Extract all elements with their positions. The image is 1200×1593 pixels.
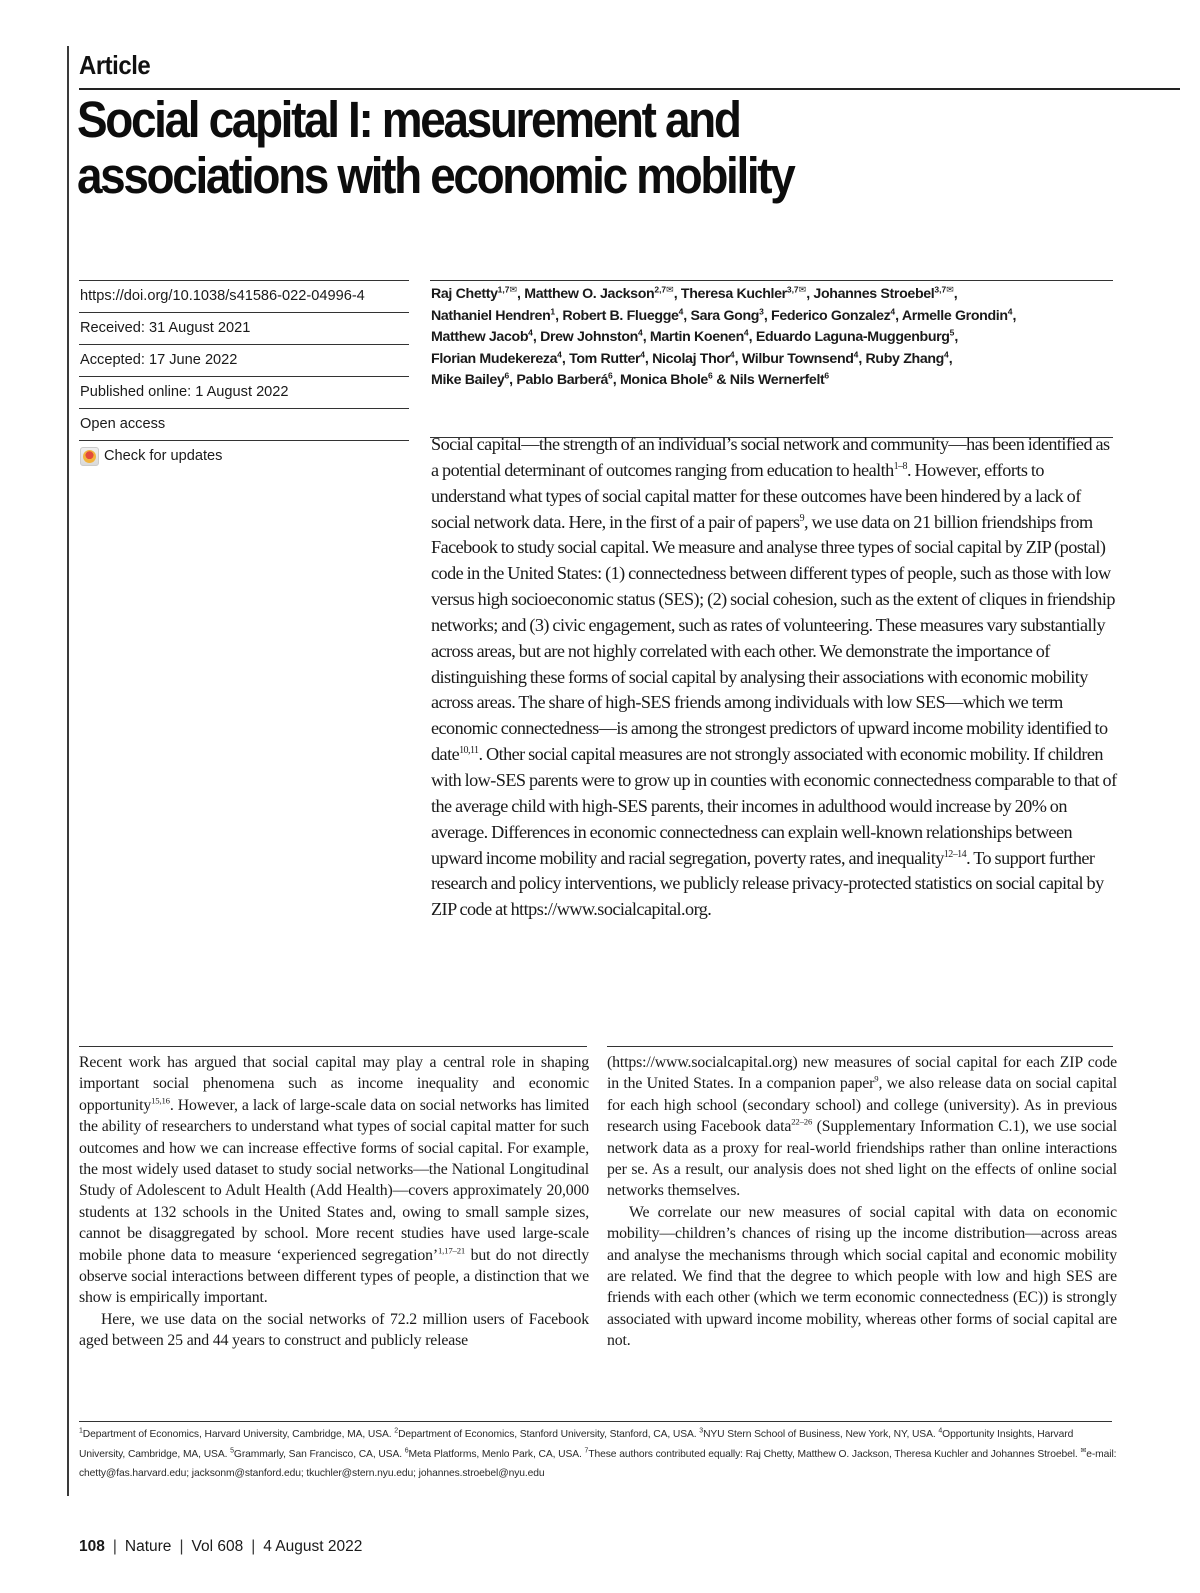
author-name[interactable]: Raj Chetty (431, 286, 498, 302)
author-name[interactable]: Armelle Grondin (901, 307, 1008, 324)
affiliation-superscript: 4 (944, 348, 949, 359)
affiliation-superscript: 6 (608, 370, 613, 381)
section-label: Article (79, 50, 151, 80)
left-column-divider (79, 1046, 587, 1047)
reference-superscript[interactable]: 12–14 (943, 848, 967, 860)
crossmark-icon (80, 447, 99, 466)
reference-superscript[interactable]: 22–26 (791, 1116, 813, 1127)
reference-superscript[interactable]: 2 (394, 1427, 399, 1435)
affiliation-superscript: 3,7✉ (786, 284, 807, 295)
affiliation-superscript: 4 (853, 348, 859, 359)
affiliation-superscript: 3,7✉ (934, 284, 954, 295)
author-name[interactable]: Eduardo Laguna-Muggenburg (755, 329, 950, 345)
affiliation-superscript: 4 (640, 348, 645, 359)
volume: Vol 608 (191, 1538, 244, 1555)
body-paragraph: Here, we use data on the social networks of 72.2 million users of Facebook aged between 25 and 44 years to construct and publicly release (79, 1310, 589, 1350)
title-line-2: associations with economic mobility (77, 147, 794, 204)
author-name[interactable]: Johannes Stroebel (813, 286, 935, 302)
author-name[interactable]: Robert B. Fluegge (562, 307, 679, 324)
affiliation-superscript: 2,7✉ (654, 284, 674, 295)
affiliation-superscript: 6 (824, 370, 830, 381)
author-name[interactable]: Nicolaj Thor (652, 350, 730, 367)
check-for-updates-button[interactable] (79, 440, 409, 472)
title-line-1: Social capital I: measurement and (77, 91, 740, 148)
reference-superscript[interactable]: 6 (404, 1447, 409, 1455)
envelope-icon[interactable]: ✉ (509, 284, 518, 295)
body-column-left (79, 1052, 589, 1352)
affiliation-superscript: 4 (729, 348, 735, 359)
author-name[interactable]: Mike Bailey (431, 372, 505, 388)
authors-divider (430, 280, 1113, 281)
reference-superscript[interactable]: 5 (230, 1447, 234, 1455)
envelope-icon[interactable]: ✉ (946, 284, 954, 295)
affiliation-superscript: 1,7✉ (497, 284, 518, 295)
reference-superscript[interactable]: 1 (79, 1427, 83, 1435)
affiliations: $^1$Department of Economics, Harvard University, Cambridge, MA, USA. $^2$Department of Economics, Stanford University, Stanford, CA, USA. $^3$NYU Stern School of Business, New York, NY, USA. $^4$Opportunity Insights, Harvard University, Cambridge, MA, USA. $^5$Grammarly, San Francisco, CA, USA. $^6$Meta Platforms, Menlo Park, CA, USA. $^7$These authors contributed equally: Raj Chetty, Matthew O. Jackson, Theresa Kuchler and Johannes Stroebel. ✉e-mail: chetty@fas.harvard.edu; jacksonm@stanford.edu; tkuchler@stern.nyu.edu; johannes.stroebel@nyu.edu (79, 1427, 1117, 1479)
author-name[interactable]: Matthew O. Jackson (524, 286, 655, 302)
journal-name: Nature (124, 1538, 172, 1555)
affiliation-superscript: 4 (743, 327, 749, 338)
reference-superscript[interactable]: ✉ (1080, 1447, 1087, 1455)
author-name[interactable]: Martin Koenen (649, 329, 744, 345)
affiliation-superscript: 6 (504, 370, 510, 381)
affiliation-superscript: 4 (638, 327, 643, 338)
affiliation-superscript: 1 (550, 305, 556, 316)
author-name[interactable]: Pablo Barberá (516, 372, 609, 388)
affiliation-superscript: 4 (890, 305, 896, 316)
article-title (77, 92, 1067, 204)
reference-superscript[interactable]: 15,16 (151, 1095, 170, 1106)
reference-superscript[interactable]: 1–8 (893, 460, 908, 472)
affiliations-divider (79, 1421, 1112, 1422)
affiliation-superscript: 4 (528, 327, 533, 338)
author-name[interactable]: Theresa Kuchler (680, 286, 787, 302)
header-divider (79, 88, 1180, 90)
reference-superscript[interactable]: 1,17–21 (437, 1245, 466, 1256)
author-name[interactable]: Sara Gong (690, 307, 760, 324)
page-number: 108 (79, 1538, 105, 1555)
author-name[interactable]: Nathaniel Hendren (431, 307, 551, 324)
author-name[interactable]: Wilbur Townsend (741, 350, 854, 367)
open-access-label: Open access (79, 408, 409, 440)
author-name[interactable]: Florian Mudekereza (431, 350, 558, 367)
author-name[interactable]: Federico Gonzalez (771, 307, 891, 324)
affiliation-superscript: 4 (557, 348, 562, 359)
author-name[interactable]: Monica Bhole (619, 372, 708, 388)
reference-superscript[interactable]: 3 (699, 1427, 704, 1435)
doi-link[interactable]: https://doi.org/10.1038/s41586-022-04996-4 (79, 280, 409, 312)
reference-superscript[interactable]: 9 (799, 512, 805, 524)
author-name[interactable]: Ruby Zhang (865, 350, 944, 367)
received-date: Received: 31 August 2021 (79, 312, 409, 344)
reference-superscript[interactable]: 10,11 (459, 745, 479, 757)
affiliation-superscript: 6 (707, 370, 713, 381)
published-date: Published online: 1 August 2022 (79, 376, 409, 408)
affiliation-superscript: 4 (678, 305, 684, 316)
right-column-divider (607, 1046, 1113, 1047)
envelope-icon[interactable]: ✉ (798, 284, 807, 295)
reference-superscript[interactable]: 7 (584, 1447, 589, 1455)
abstract-text: Social capital—the strength of an individual’s social network and community—has been identified as a potential determinant of outcomes ranging from education to health$^{1-8}$. However, efforts to understand what types of social capital matter for these outcomes have been hindered by a lack of social network data. Here, in the first of a pair of papers$^9$, we use data on 21 billion friendships from Facebook to study social capital. We measure and analyse three types of social capital by ZIP (postal) code in the United States: (1) connectedness between different types of people, such as those with low versus high socioeconomic status (SES); (2) social cohesion, such as the extent of cliques in friendship networks; and (3) civic engagement, such as rates of volunteering. These measures vary substantially across areas, but are not highly correlated with each other. We demonstrate the importance of distinguishing these forms of social capital by analysing their associations with economic mobility across areas. The share of high-SES friends among individuals with low SES—which we term economic connectedness—is among the strongest predictors of upward income mobility identified to date$^{10,11}$. Other social capital measures are not strongly associated with economic mobility. If children with low-SES parents were to grow up in counties with economic connectedness comparable to that of the average child with high-SES parents, their incomes in adulthood would increase by 20% on average. Differences in economic connectedness can explain well-known relationships between upward income mobility and racial segregation, poverty rates, and inequality$^{12-14}$. To support further research and policy interventions, we publicly release privacy-protected statistics on social capital by ZIP code at https://www.socialcapital.org. (431, 434, 1117, 920)
author-name[interactable]: Nils Wernerfelt (729, 372, 825, 388)
left-margin-rule (67, 46, 69, 1496)
author-name[interactable]: Matthew Jacob (431, 329, 529, 345)
author-list: Raj Chetty$^{1,7✉}$, Matthew O. Jackson$^{2,7✉}$, Theresa Kuchler$^{3,7✉}$, Johannes Stroebel$^{3,7✉}$, Nathaniel Hendren$^1$, Robert B. Fluegge$^4$, Sara Gong$^3$, Federico Gonzalez$^4$, Armelle Grondin$^4$, Matthew Jacob$^4$, Drew Johnston$^4$, Martin Koenen$^4$, Eduardo Laguna-Muggenburg$^5$, Florian Mudekereza$^4$, Tom Rutter$^4$, Nicolaj Thor$^4$, Wilbur Townsend$^4$, Ruby Zhang$^4$, Mike Bailey$^6$, Pablo Barberá$^6$, Monica Bhole$^6$ & Nils Wernerfelt$^6$ (431, 284, 1017, 388)
check-for-updates-label: Check for updates (104, 448, 223, 464)
body-column-right (607, 1052, 1117, 1352)
affiliation-superscript: 5 (949, 327, 955, 338)
affiliation-superscript: 4 (1007, 305, 1013, 316)
author-name[interactable]: Drew Johnston (540, 329, 638, 345)
body-paragraph: (https://www.socialcapital.org) new measures of social capital for each ZIP code in the United States. In a companion paper$^9$, we also release data on social capital for each high school (secondary school) and college (university). As in previous research using Facebook data$^{22-26}$ (Supplementary Information C.1), we use social network data as a proxy for real-world friendships rather than online interactions per se. As a result, our analysis does not shed light on the effects of online social networks themselves. (607, 1054, 1118, 1200)
page-footer: 108 | Nature | Vol 608 | 4 August 2022 (79, 1538, 363, 1555)
abstract (431, 432, 1117, 923)
envelope-icon[interactable]: ✉ (666, 284, 674, 295)
body-paragraph: Recent work has argued that social capital may play a central role in shaping important social phenomena such as income inequality and economic opportunity$^{15,16}$. However, a lack of large-scale data on social networks has limited the ability of researchers to understand what types of social capital matter for such outcomes and how we can increase effective forms of social capital. For example, the most widely used dataset to study social networks—the National Longitudinal Study of Adolescent to Adult Health (Add Health)—covers approximately 20,000 students at 132 schools in the United States and, owing to small sample sizes, cannot be disaggregated by school. More recent studies have used large-scale mobile phone data to measure ‘experienced segregation’$^{1,17-21}$ but do not directly observe social interactions between different types of people, a distinction that we show is empirically important. (79, 1054, 589, 1307)
author-name[interactable]: Tom Rutter (569, 350, 641, 367)
issue-date: 4 August 2022 (263, 1538, 363, 1555)
reference-superscript[interactable]: 4 (938, 1427, 943, 1435)
article-metadata (79, 280, 409, 472)
body-paragraph: We correlate our new measures of social capital with data on economic mobility—children’s chances of rising up the income distribution—across areas and analyse the mechanisms through which social capital and economic mobility are related. We find that the degree to which people with low and high SES are friends with each other (which we term economic connectedness (EC)) is strongly associated with upward income mobility, whereas other forms of social capital are not. (607, 1203, 1117, 1350)
reference-superscript[interactable]: 9 (874, 1074, 879, 1085)
affiliation-superscript: 3 (759, 305, 764, 316)
accepted-date: Accepted: 17 June 2022 (79, 344, 409, 376)
